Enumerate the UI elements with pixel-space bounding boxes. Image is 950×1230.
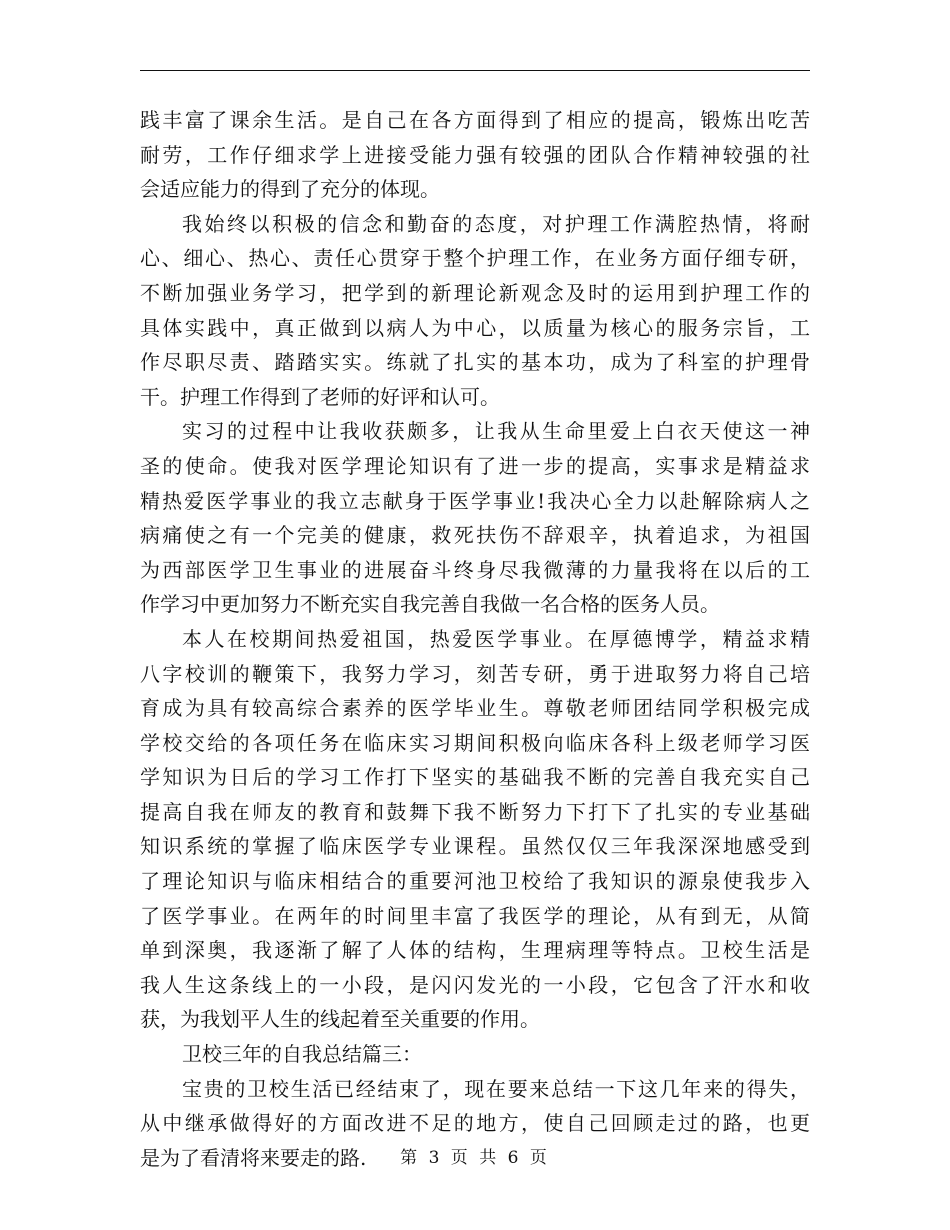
text-line: 会适应能力的得到了充分的体现。 (140, 177, 440, 202)
text-line: 知识系统的掌握了临床医学专业课程。虽然仅仅三年我深深地感受到 (140, 834, 810, 859)
text-line: 本人在校期间热爱祖国，热爱医学事业。在厚德博学，精益求精 (182, 626, 810, 651)
text-line: 心、细心、热心、责任心贯穿于整个护理工作，在业务方面仔细专研， (140, 246, 810, 271)
text-line: 耐劳，工作仔细求学上进接受能力强有较强的团队合作精神较强的社 (140, 142, 810, 167)
text-line: 实习的过程中让我收获颇多，让我从生命里爱上白衣天使这一神 (182, 419, 810, 444)
text-line: 提高自我在师友的教育和鼓舞下我不断努力下打下了扎实的专业基础 (140, 799, 810, 824)
text-line: 宝贵的卫校生活已经结束了，现在要来总结一下这几年来的得失， (182, 1076, 810, 1101)
text-line: 为西部医学卫生事业的进展奋斗终身尽我微薄的力量我将在以后的工 (140, 557, 810, 582)
text-line: 具体实践中，真正做到以病人为中心，以质量为核心的服务宗旨，工 (140, 315, 810, 340)
text-line: 获，为我划平人生的线起着至关重要的作用。 (140, 1007, 540, 1032)
text-line: 作学习中更加努力不断充实自我完善自我做一名合格的医务人员。 (140, 592, 720, 617)
text-line: 病痛使之有一个完美的健康，救死扶伤不辞艰辛，执着追求，为祖国 (140, 523, 810, 548)
text-line: 我始终以积极的信念和勤奋的态度，对护理工作满腔热情，将耐 (182, 211, 810, 236)
page-number-footer: 第 3 页 共 6 页 (400, 1148, 550, 1168)
text-line: 是为了看清将来要走的路. (140, 1145, 367, 1170)
text-line: 圣的使命。使我对医学理论知识有了进一步的提高，实事求是精益求 (140, 453, 810, 478)
text-line: 卫校三年的自我总结篇三： (182, 1042, 422, 1067)
text-line: 学校交给的各项任务在临床实习期间积极向临床各科上级老师学习医 (140, 730, 810, 755)
document-body (140, 103, 810, 1175)
text-line: 践丰富了课余生活。是自己在各方面得到了相应的提高，锻炼出吃苦 (140, 108, 810, 132)
text-line: 从中继承做得好的方面改进不足的地方，使自己回顾走过的路，也更 (140, 1111, 810, 1136)
text-line: 我人生这条线上的一小段，是闪闪发光的一小段，它包含了汗水和收 (140, 972, 810, 997)
text-line: 单到深奥，我逐渐了解了人体的结构，生理病理等特点。卫校生活是 (140, 938, 810, 963)
text-line: 了医学事业。在两年的时间里丰富了我医学的理论，从有到无，从简 (140, 903, 810, 928)
text-line: 八字校训的鞭策下，我努力学习，刻苦专研，勇于进取努力将自己培 (140, 661, 810, 686)
text-line: 不断加强业务学习，把学到的新理论新观念及时的运用到护理工作的 (140, 280, 810, 305)
text-line: 了理论知识与临床相结合的重要河池卫校给了我知识的源泉使我步入 (140, 869, 810, 894)
text-line: 干。护理工作得到了老师的好评和认可。 (140, 384, 500, 409)
text-line: 作尽职尽责、踏踏实实。练就了扎实的基本功，成为了科室的护理骨 (140, 350, 810, 375)
text-line: 育成为具有较高综合素养的医学毕业生。尊敬老师团结同学积极完成 (140, 696, 810, 721)
text-line: 学知识为日后的学习工作打下坚实的基础我不断的完善自我充实自己 (140, 765, 810, 790)
text-line: 精热爱医学事业的我立志献身于医学事业!我决心全力以赴解除病人之 (140, 488, 810, 513)
header-rule (140, 70, 810, 71)
